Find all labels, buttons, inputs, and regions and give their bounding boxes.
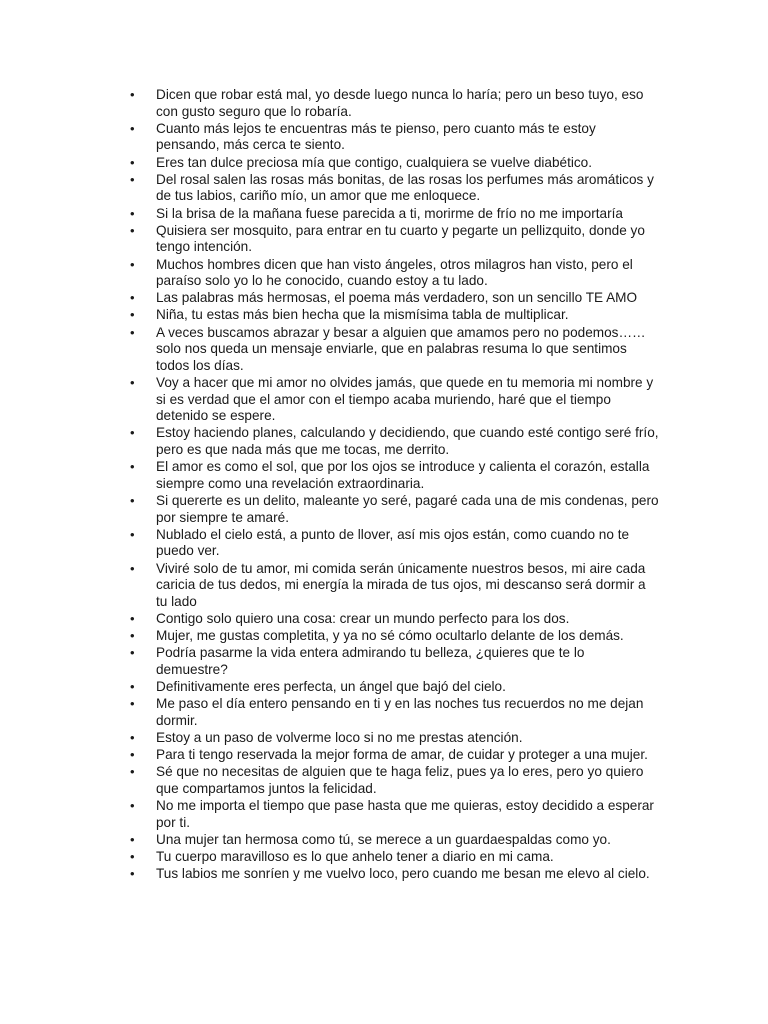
list-item (130, 696, 660, 729)
list-item (130, 747, 660, 764)
bullet-icon: • (130, 290, 135, 306)
list-item-text: Me paso el día entero pensando en ti y en las noches tus recuerdos no me dejan dormir. (156, 696, 644, 728)
list-item-text: Tu cuerpo maravilloso es lo que anhelo tener a diario en mi cama. (156, 849, 554, 865)
list-item (130, 155, 660, 172)
bullet-icon: • (130, 324, 135, 340)
list-item (130, 121, 660, 154)
list-item (130, 832, 660, 849)
list-item-text: Una mujer tan hermosa como tú, se merece a un guardaespaldas como yo. (156, 831, 611, 847)
bullet-icon: • (130, 459, 135, 475)
list-item (130, 866, 660, 883)
list-item (130, 257, 660, 290)
bullet-icon: • (130, 425, 135, 441)
bullet-icon: • (130, 560, 135, 576)
list-item-text: A veces buscamos abrazar y besar a alguien que amamos pero no podemos…… solo nos queda un mensaje enviarle, que en palabras resuma lo que sentimos todos los días. (156, 324, 646, 373)
list-item (130, 849, 660, 866)
list-item-text: Mujer, me gustas completita, y ya no sé cómo ocultarlo delante de los demás. (156, 628, 624, 644)
list-item-text: Las palabras más hermosas, el poema más verdadero, son un sencillo TE AMO (156, 290, 638, 306)
bullet-icon: • (130, 849, 135, 865)
bullet-icon: • (130, 798, 135, 814)
list-item (130, 527, 660, 560)
list-item-text: Estoy a un paso de volverme loco si no me prestas atención. (156, 730, 523, 746)
list-item-text: Muchos hombres dicen que han visto ángeles, otros milagros han visto, pero el paraíso solo yo lo he conocido, cuando estoy a tu lado. (156, 256, 633, 289)
list-item (130, 223, 660, 256)
list-item (130, 628, 660, 645)
bullet-icon: • (130, 645, 135, 661)
list-item (130, 798, 660, 831)
list-item-text: Quisiera ser mosquito, para entrar en tu cuarto y pegarte un pellizquito, donde yo tengo intención. (156, 222, 645, 255)
list-item (130, 172, 660, 205)
bullet-icon: • (130, 256, 135, 272)
list-item-text: Estoy haciendo planes, calculando y decidiendo, que cuando esté contigo seré frío, pero es que nada más que me tocas, me derrito. (156, 425, 659, 457)
list-item-text: Contigo solo quiero una cosa: crear un mundo perfecto para los dos. (156, 610, 570, 626)
bullet-icon: • (130, 120, 135, 136)
bullet-icon: • (130, 171, 135, 187)
bullet-icon: • (130, 831, 135, 847)
list-item-text: Sé que no necesitas de alguien que te haga feliz, pues ya lo eres, pero yo quiero que compartamos juntos la felicidad. (156, 764, 644, 796)
bullet-icon: • (130, 492, 135, 508)
list-item (130, 493, 660, 526)
bullet-icon: • (130, 696, 135, 712)
list-item-text: Para ti tengo reservada la mejor forma de amar, de cuidar y proteger a una mujer. (156, 747, 648, 763)
bullet-icon: • (130, 747, 135, 763)
list-item (130, 325, 660, 375)
list-item (130, 561, 660, 611)
bullet-icon: • (130, 87, 135, 102)
list-item-text: Si quererte es un delito, maleante yo seré, pagaré cada una de mis condenas, pero por siempre te amaré. (156, 492, 659, 525)
bullet-icon: • (130, 154, 135, 170)
list-item (130, 87, 660, 120)
list-item-text: Dicen que robar está mal, yo desde luego nunca lo haría; pero un beso tuyo, eso con gusto seguro que lo robaría. (156, 87, 644, 119)
list-item (130, 730, 660, 747)
list-item (130, 459, 660, 492)
bullet-icon: • (130, 628, 135, 644)
list-item (130, 206, 660, 223)
list-item (130, 307, 660, 324)
list-item-text: Eres tan dulce preciosa mía que contigo, cualquiera se vuelve diabético. (156, 154, 593, 170)
bullet-icon: • (130, 307, 135, 323)
list-item-text: Cuanto más lejos te encuentras más te pienso, pero cuanto más te estoy pensando, más cerca te siento. (156, 120, 596, 153)
list-item-text: Del rosal salen las rosas más bonitas, de las rosas los perfumes más aromáticos y de tus labios, cariño mío, un amor que me enloquece. (156, 171, 654, 204)
list-item-text: Voy a hacer que mi amor no olvides jamás, que quede en tu memoria mi nombre y si es verdad que el amor con el tiempo acaba muriendo, haré que el tiempo detenido se espere. (156, 375, 654, 424)
list-item (130, 425, 660, 458)
list-item (130, 290, 660, 307)
list-item (130, 375, 660, 425)
list-item-text: Tus labios me sonríen y me vuelvo loco, pero cuando me besan me elevo al cielo. (156, 866, 650, 882)
bullet-icon: • (130, 222, 135, 238)
list-item-text: Podría pasarme la vida entera admirando tu belleza, ¿quieres que te lo demuestre? (156, 645, 585, 677)
list-item (130, 679, 660, 696)
list-item-text: Niña, tu estas más bien hecha que la mismísima tabla de multiplicar. (156, 307, 569, 323)
bullet-icon: • (130, 730, 135, 746)
list-item-text: Si la brisa de la mañana fuese parecida a ti, morirme de frío no me importaría (156, 205, 623, 221)
list-item-text: Definitivamente eres perfecta, un ángel que bajó del cielo. (156, 679, 506, 695)
list-item-text: Viviré solo de tu amor, mi comida serán únicamente nuestros besos, mi aire cada caricia de tus dedos, mi energía la mirada de tus ojos, mi descanso será dormir a tu lado (156, 560, 646, 609)
list-item (130, 645, 660, 678)
list-item (130, 764, 660, 797)
bullet-icon: • (130, 764, 135, 780)
list-item-text: Nublado el cielo está, a punto de llover, así mis ojos están, como cuando no te puedo ver. (156, 526, 630, 559)
bullet-icon: • (130, 866, 135, 882)
bullet-icon: • (130, 526, 135, 542)
bullet-icon: • (130, 205, 135, 221)
list-item-text: El amor es como el sol, que por los ojos se introduce y calienta el corazón, estalla siempre como una revelación extraordinaria. (156, 459, 650, 491)
phrase-list (130, 87, 660, 884)
bullet-icon: • (130, 610, 135, 626)
bullet-icon: • (130, 679, 135, 695)
list-item (130, 611, 660, 628)
bullet-icon: • (130, 375, 135, 391)
list-item-text: No me importa el tiempo que pase hasta que me quieras, estoy decidido a esperar por ti. (156, 798, 654, 830)
